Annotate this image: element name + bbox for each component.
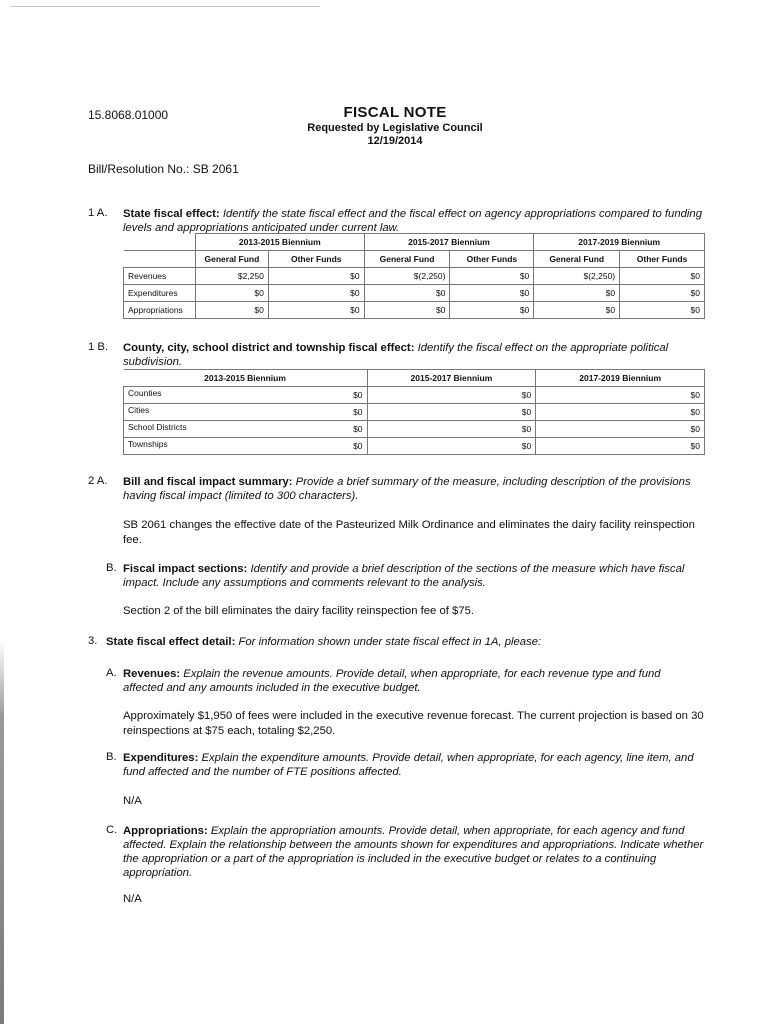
section-1a-label: State fiscal effect:	[123, 208, 220, 220]
section-3-label: State fiscal effect detail:	[106, 636, 236, 648]
row-label-expenditures: Expenditures	[124, 285, 196, 302]
table-row	[124, 404, 705, 421]
table-1a-subcol-header: Other Funds	[268, 251, 364, 268]
document-date: 12/19/2014	[367, 135, 423, 147]
table-cell: $0	[195, 302, 268, 319]
section-2b-heading	[123, 562, 703, 590]
table-cell: $0	[367, 404, 536, 421]
section-2a-instructions: Provide a brief summary of the measure, including description of the provisions having fiscal impact (limited to 300 characters).	[123, 476, 691, 502]
table-cell: $0	[367, 438, 536, 455]
section-3b-label: Expenditures:	[123, 752, 199, 764]
table-cell: $2,250	[195, 268, 268, 285]
table-cell: $0	[534, 285, 620, 302]
table-cell: $0	[367, 387, 536, 404]
section-1b-number: 1 B.	[88, 341, 109, 353]
section-2b-label: Fiscal impact sections:	[123, 563, 248, 575]
table-1b-biennium-header: 2013-2015 Biennium	[124, 370, 368, 387]
table-cell: $0	[620, 268, 705, 285]
section-2a-number: 2 A.	[88, 475, 108, 487]
section-1a-instructions: Identify the state fiscal effect and the fiscal effect on agency appropriations compared to funding levels and appropriations anticipated under current law.	[123, 208, 702, 234]
section-1a-heading	[123, 207, 713, 235]
table-cell: $0	[353, 424, 363, 434]
table-cell: $0	[450, 268, 534, 285]
table-cell: $0	[620, 285, 705, 302]
section-3b-instructions: Explain the expenditure amounts. Provide detail, when appropriate, for each agency, line item, and fund affected and the number of FTE positions affected.	[123, 752, 694, 778]
table-cell: $0	[268, 268, 364, 285]
table-cell: $0	[364, 302, 450, 319]
section-3c-number: C.	[106, 824, 118, 836]
section-3b-heading	[123, 751, 703, 779]
document-subtitle: Requested by Legislative Council	[307, 122, 483, 134]
row-label-townships: Townships	[128, 439, 168, 449]
row-label-revenues: Revenues	[124, 268, 196, 285]
table-cell: $0	[536, 404, 705, 421]
bill-id: 15.8068.01000	[88, 108, 169, 122]
table-1b-biennium-header: 2015-2017 Biennium	[367, 370, 536, 387]
local-fiscal-effect-table	[123, 369, 705, 455]
table-row	[124, 438, 705, 455]
table-1a-subcol-header: Other Funds	[620, 251, 705, 268]
table-1a-subcol-header: Other Funds	[450, 251, 534, 268]
table-1b-biennium-header: 2017-2019 Biennium	[536, 370, 705, 387]
section-3a-number: A.	[106, 667, 117, 679]
section-3b-number: B.	[106, 751, 117, 763]
table-cell: $0	[620, 302, 705, 319]
table-row	[124, 421, 705, 438]
state-fiscal-effect-table	[123, 233, 705, 319]
section-2a-body: SB 2061 changes the effective date of the Pasteurized Milk Ordinance and eliminates the dairy facility reinspection fee.	[123, 519, 695, 546]
table-1a-biennium-header: 2013-2015 Biennium	[195, 234, 364, 251]
table-1a-biennium-header: 2015-2017 Biennium	[364, 234, 534, 251]
section-1b-instructions: Identify the fiscal effect on the appropriate political subdivision.	[123, 342, 669, 368]
row-label-counties: Counties	[128, 388, 162, 398]
table-cell: $0	[195, 285, 268, 302]
table-row	[124, 387, 705, 404]
section-3-number: 3.	[88, 635, 98, 647]
table-1a-subcol-header: General Fund	[195, 251, 268, 268]
section-3a-body: Approximately $1,950 of fees were included in the executive revenue forecast. The current projection is based on 30 reinspections at $75 each, totaling $2,250.	[123, 710, 704, 737]
table-cell: $0	[450, 285, 534, 302]
section-3c-body: N/A	[123, 893, 142, 905]
document-title: FISCAL NOTE	[343, 104, 447, 121]
row-label-cities: Cities	[128, 405, 150, 415]
row-label-school-districts: School Districts	[128, 422, 187, 432]
table-cell: $0	[367, 421, 536, 438]
table-cell: $0	[353, 441, 363, 451]
scan-edge-line	[10, 6, 320, 7]
section-2a-label: Bill and fiscal impact summary:	[123, 476, 293, 488]
table-1a-subcol-header: General Fund	[364, 251, 450, 268]
table-cell: $(2,250)	[364, 268, 450, 285]
section-2a-heading	[123, 475, 703, 503]
table-cell: $0	[534, 302, 620, 319]
section-1b-heading	[123, 341, 693, 369]
section-3c-heading	[123, 824, 708, 880]
section-3-instructions: For information shown under state fiscal effect in 1A, please:	[238, 636, 542, 648]
table-cell: $0	[268, 285, 364, 302]
section-3c-label: Appropriations:	[123, 825, 208, 837]
table-cell: $0	[364, 285, 450, 302]
section-3a-heading	[123, 667, 703, 695]
document-header	[250, 104, 540, 147]
table-cell: $0	[536, 387, 705, 404]
table-row	[124, 302, 705, 319]
table-row	[124, 285, 705, 302]
table-cell: $0	[353, 390, 363, 400]
section-3a-instructions: Explain the revenue amounts. Provide detail, when appropriate, for each revenue type and fund affected and any amounts included in the executive budget.	[123, 668, 661, 694]
section-2b-body: Section 2 of the bill eliminates the dairy facility reinspection fee of $75.	[123, 605, 475, 617]
section-3a-label: Revenues:	[123, 668, 181, 680]
table-cell: $0	[536, 421, 705, 438]
table-cell: $(2,250)	[534, 268, 620, 285]
section-3c-instructions: Explain the appropriation amounts. Provide detail, when appropriate, for each agency and fund affected. Explain the relationship between the amounts shown for expenditures and appropriations. Indicate whether the appropriation or a part of the appropriation is included in the executive budget or relates to a continuing appropriation.	[123, 825, 704, 879]
table-cell: $0	[450, 302, 534, 319]
section-3-heading	[106, 635, 706, 649]
section-1a-number: 1 A.	[88, 207, 108, 219]
section-2b-instructions: Identify and provide a brief description of the sections of the measure which have fiscal impact. Include any assumptions and comments relevant to the analysis.	[123, 563, 685, 589]
row-label-appropriations: Appropriations	[124, 302, 196, 319]
section-2b-number: B.	[106, 562, 117, 574]
table-cell: $0	[353, 407, 363, 417]
table-cell: $0	[268, 302, 364, 319]
table-1a-subcol-header: General Fund	[534, 251, 620, 268]
table-row	[124, 268, 705, 285]
table-1a-biennium-header: 2017-2019 Biennium	[534, 234, 705, 251]
table-cell: $0	[536, 438, 705, 455]
section-3b-body: N/A	[123, 795, 142, 807]
bill-number: Bill/Resolution No.: SB 2061	[88, 162, 239, 176]
scan-edge-shadow	[0, 640, 4, 1024]
section-1b-label: County, city, school district and township fiscal effect:	[123, 342, 415, 354]
